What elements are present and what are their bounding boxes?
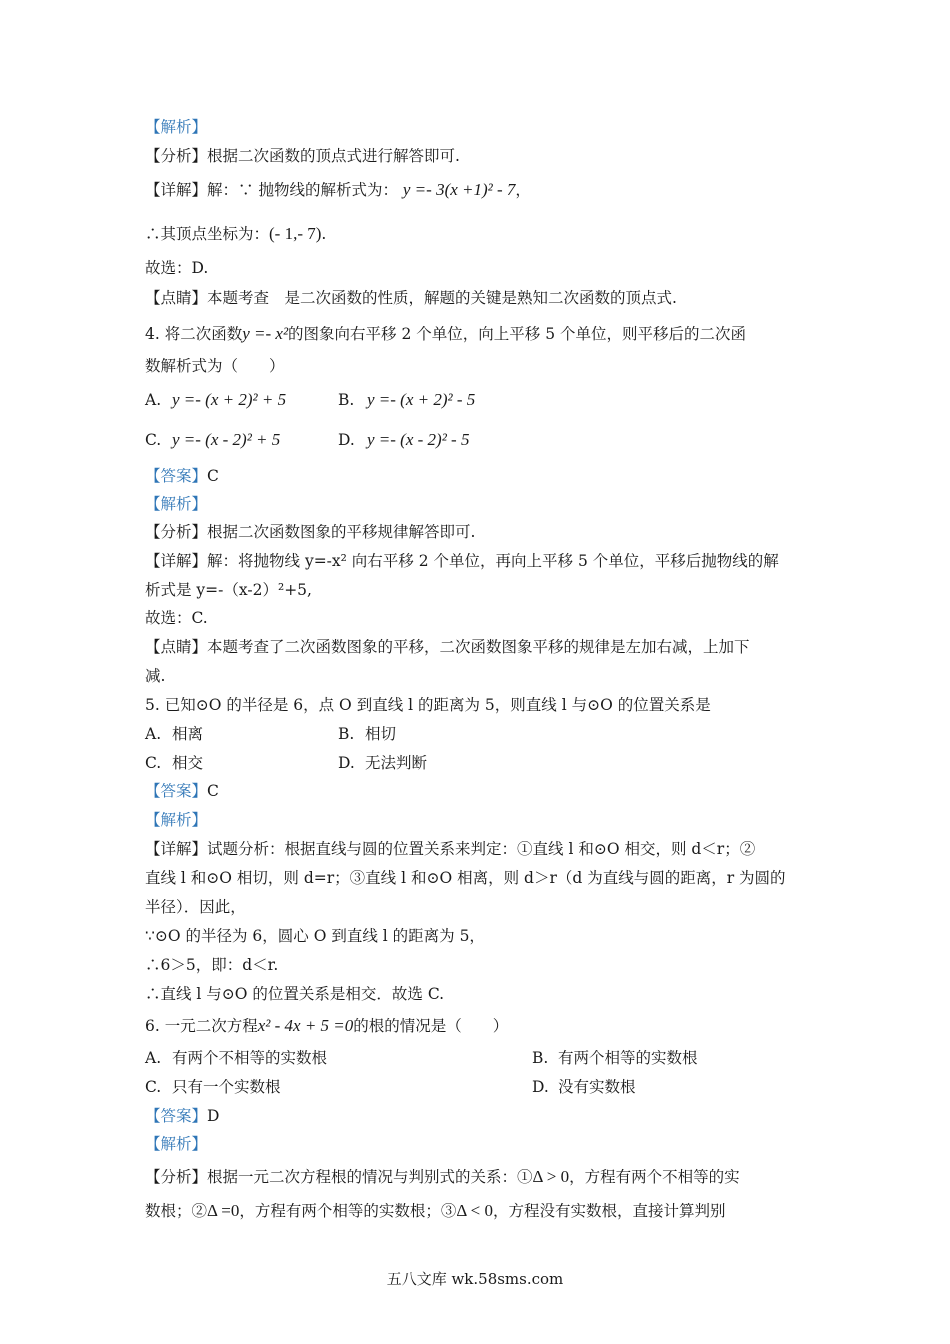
q4-options-row2 bbox=[145, 430, 845, 450]
fenxi-text: 根据二次函数图象的平移规律解答即可. bbox=[207, 523, 476, 541]
option-a-formula: y =- (x + 2)² + 5 bbox=[172, 390, 287, 409]
q3-xiangjie bbox=[145, 180, 531, 200]
q4-xiangjie-line2: 析式是 y=-（x-2）²+5, bbox=[145, 581, 312, 599]
option-label-d: D. bbox=[338, 754, 355, 772]
daan-tag: 【答案】 bbox=[145, 782, 208, 800]
q6-stem-post: 的根的情况是（ ） bbox=[353, 1017, 509, 1035]
option-b-text: 相切 bbox=[365, 725, 397, 743]
q6-stem bbox=[145, 1016, 508, 1036]
fenxi-text: 根据二次函数的顶点式进行解答即可. bbox=[207, 147, 460, 165]
q3-dianjing bbox=[145, 288, 677, 308]
q6-stem-pre: 6. 一元二次方程 bbox=[145, 1017, 258, 1035]
jiexi-tag: 【解析】 bbox=[145, 1135, 208, 1153]
option-a-text: 有两个不相等的实数根 bbox=[172, 1049, 328, 1067]
option-c-text: 只有一个实数根 bbox=[172, 1078, 281, 1096]
q6-options-row1 bbox=[145, 1048, 845, 1068]
xiangjie-pre: 解：∵ 抛物线的解析式为： bbox=[207, 181, 398, 199]
option-label-a: A. bbox=[145, 391, 162, 409]
q5-xiangjie-line2: 直线 l 和⊙O 相切，则 d=r；③直线 l 和⊙O 相离，则 d＞r（d 为直线与圆的距离，r 为圆的 bbox=[145, 869, 786, 887]
q5-xiangjie-line3: 半径）．因此， bbox=[145, 898, 246, 916]
option-label-d: D. bbox=[338, 431, 355, 449]
vertex-coordinate: (- 1,- 7) bbox=[269, 224, 322, 243]
fenxi-line2-a: 数根；② bbox=[145, 1202, 208, 1220]
q3-vertex-line bbox=[145, 224, 326, 244]
q4-answer bbox=[145, 466, 219, 486]
q4-fenxi bbox=[145, 522, 475, 542]
discriminant-negative: Δ < 0 bbox=[456, 1201, 493, 1220]
option-label-c: C. bbox=[145, 1078, 162, 1096]
vertex-pre: ∴其顶点坐标为： bbox=[145, 225, 270, 243]
q5-xiangjie bbox=[145, 839, 755, 859]
q6-jiexi-heading bbox=[145, 1134, 207, 1154]
option-d-formula: y =- (x - 2)² - 5 bbox=[367, 430, 470, 449]
option-label-a: A. bbox=[145, 725, 162, 743]
option-a-text: 相离 bbox=[172, 725, 204, 743]
daan-value: C bbox=[207, 467, 219, 485]
vertex-form-formula: y =- 3(x +1)² - 7 bbox=[402, 180, 516, 199]
option-d-text: 无法判断 bbox=[365, 754, 428, 772]
fenxi-tag: 【分析】 bbox=[145, 1168, 208, 1186]
daan-value: C bbox=[207, 782, 219, 800]
q4-stem-pre: 4. 将二次函数 bbox=[145, 325, 243, 343]
fenxi-tag: 【分析】 bbox=[145, 523, 208, 541]
q4-stem-line2: 数解析式为（ ） bbox=[145, 357, 285, 375]
xiangjie-line1: 解：将抛物线 y=-x² 向右平移 2 个单位，再向上平移 5 个单位，平移后抛物线的解 bbox=[207, 552, 779, 570]
xiangjie-tag: 【详解】 bbox=[145, 840, 208, 858]
fenxi-tag: 【分析】 bbox=[145, 147, 208, 165]
jiexi-tag: 【解析】 bbox=[145, 495, 208, 513]
daan-value: D bbox=[207, 1107, 220, 1125]
q5-jiexi-heading bbox=[145, 810, 207, 830]
fenxi-line1-b: ，方程有两个不相等的实 bbox=[569, 1168, 740, 1186]
q6-options-row2 bbox=[145, 1077, 845, 1097]
q4-stem-post: 的图象向右平移 2 个单位，向上平移 5 个单位，则平移后的二次函 bbox=[288, 325, 746, 343]
dianjing-line1: 本题考查了二次函数图象的平移，二次函数图象平移的规律是左加右减，上加下 bbox=[207, 638, 750, 656]
jiexi-tag: 【解析】 bbox=[145, 118, 208, 136]
q4-stem-formula: y =- x² bbox=[242, 324, 289, 343]
q5-options-row2 bbox=[145, 753, 845, 773]
option-c-text: 相交 bbox=[172, 754, 204, 772]
xiangjie-post: ， bbox=[515, 181, 531, 199]
option-label-b: B. bbox=[532, 1049, 549, 1067]
fenxi-line2-c: ，方程没有实数根，直接计算判别 bbox=[492, 1202, 726, 1220]
option-label-b: B. bbox=[338, 391, 355, 409]
q6-equation: x² - 4x + 5 =0 bbox=[257, 1016, 354, 1035]
q4-stem bbox=[145, 324, 746, 344]
q3-answer-choice: 故选：D. bbox=[145, 259, 209, 277]
q5-stem: 5. 已知⊙O 的半径是 6，点 O 到直线 l 的距离为 5，则直线 l 与⊙O 的位置关系是 bbox=[145, 696, 711, 714]
option-b-formula: y =- (x + 2)² - 5 bbox=[367, 390, 476, 409]
xiangjie-tag: 【详解】 bbox=[145, 552, 208, 570]
q3-jiexi-heading bbox=[145, 117, 207, 137]
xiangjie-line1: 试题分析：根据直线与圆的位置关系来判定：①直线 l 和⊙O 相交，则 d＜r；② bbox=[207, 840, 756, 858]
xiangjie-tag: 【详解】 bbox=[145, 181, 208, 199]
daan-tag: 【答案】 bbox=[145, 1107, 208, 1125]
discriminant-positive: Δ > 0 bbox=[532, 1167, 570, 1186]
daan-tag: 【答案】 bbox=[145, 467, 208, 485]
q4-options-row1 bbox=[145, 390, 845, 410]
q5-because-line: ∵⊙O 的半径为 6，圆心 O 到直线 l 的距离为 5， bbox=[145, 927, 485, 945]
option-label-b: B. bbox=[338, 725, 355, 743]
q5-options-row1 bbox=[145, 724, 845, 744]
q6-fenxi bbox=[145, 1167, 740, 1187]
option-c-formula: y =- (x - 2)² + 5 bbox=[172, 430, 281, 449]
q4-xiangjie bbox=[145, 551, 779, 571]
fenxi-line2-b: ，方程有两个相等的实数根；③ bbox=[239, 1202, 457, 1220]
dianjing-tag: 【点睛】 bbox=[145, 638, 208, 656]
q6-answer bbox=[145, 1106, 219, 1126]
q4-answer-choice: 故选：C. bbox=[145, 609, 208, 627]
discriminant-zero: Δ =0 bbox=[207, 1201, 240, 1220]
vertex-post: . bbox=[321, 225, 327, 243]
option-label-c: C. bbox=[145, 754, 162, 772]
q5-answer bbox=[145, 781, 219, 801]
jiexi-tag: 【解析】 bbox=[145, 811, 208, 829]
q4-dianjing-line2: 减. bbox=[145, 667, 166, 685]
option-label-d: D. bbox=[532, 1078, 549, 1096]
option-label-a: A. bbox=[145, 1049, 162, 1067]
footer-watermark: 五八文库 wk.58sms.com bbox=[386, 1270, 564, 1288]
q5-therefore-line2: ∴直线 l 与⊙O 的位置关系是相交．故选 C. bbox=[145, 985, 445, 1003]
dianjing-tag: 【点睛】 bbox=[145, 289, 208, 307]
dianjing-text: 本题考查 是二次函数的性质，解题的关键是熟知二次函数的顶点式. bbox=[207, 289, 677, 307]
q4-dianjing bbox=[145, 637, 750, 657]
q3-fenxi bbox=[145, 146, 460, 166]
q6-fenxi-line2 bbox=[145, 1201, 725, 1221]
fenxi-line1-a: 根据一元二次方程根的情况与判别式的关系：① bbox=[207, 1168, 533, 1186]
option-d-text: 没有实数根 bbox=[558, 1078, 636, 1096]
q4-jiexi-heading bbox=[145, 494, 207, 514]
q5-therefore-line1: ∴6＞5，即：d＜r. bbox=[145, 956, 279, 974]
option-b-text: 有两个相等的实数根 bbox=[558, 1049, 698, 1067]
option-label-c: C. bbox=[145, 431, 162, 449]
